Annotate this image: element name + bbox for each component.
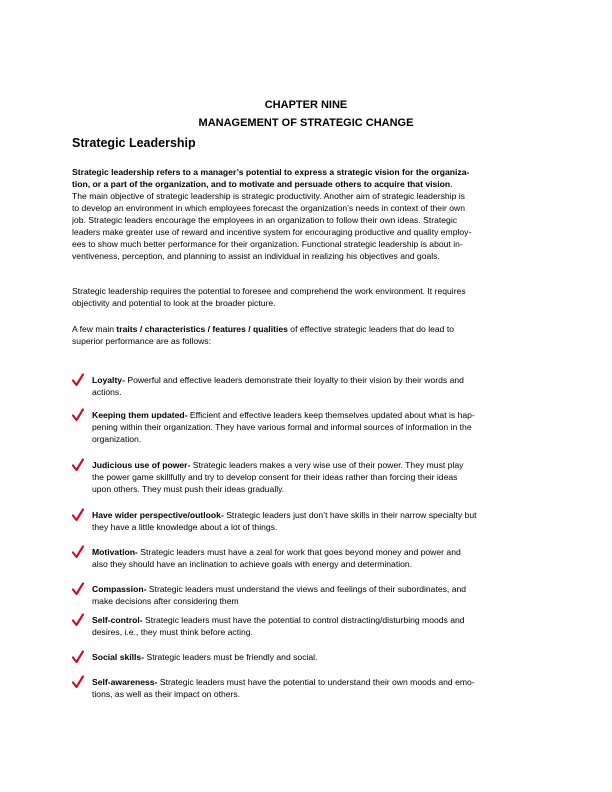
item-line: desires, i.e., they must think before acting.: [92, 627, 253, 637]
intro-bold-end: .: [450, 179, 453, 189]
para2-line: Strategic leadership requires the potential to foresee and comprehend the work environment. It requires: [72, 286, 466, 296]
item-term: Self-awareness-: [92, 677, 158, 687]
item-term: Loyalty-: [92, 375, 125, 385]
para3-pre: A few main: [72, 324, 117, 334]
intro-bold-line: Strategic leadership refers to a manager’s potential to express a strategic vision for the organiza-: [72, 167, 470, 177]
section-title: Strategic Leadership: [72, 136, 196, 150]
item-line: Strategic leaders makes a very wise use of their power. They must play: [190, 460, 464, 470]
checkmark-icon: [72, 508, 84, 522]
intro-bold-line: tion, or a part of the organization, and to motivate and persuade others to acquire that vision: [72, 179, 451, 189]
item-line: pening within their organization. They have various formal and informal sources of information in the: [92, 422, 472, 432]
item-line: Strategic leaders must have a zeal for work that goes beyond money and power and: [137, 547, 461, 557]
para3-post: of effective strategic leaders that do lead to: [287, 324, 454, 334]
intro-line: ventiveness, perception, and planning to assist an individual in realizing his objectives and goals.: [72, 251, 440, 261]
checkmark-icon: [72, 582, 84, 596]
item-term: Have wider perspective/outlook-: [92, 510, 224, 520]
chapter-subtitle: MANAGEMENT OF STRATEGIC CHANGE: [198, 117, 414, 129]
intro-line: The main objective of strategic leadership is strategic productivity. Another aim of strategic leadership is: [72, 191, 465, 201]
item-line: organization.: [92, 434, 142, 444]
item-line: upon others. They must push their ideas gradually.: [92, 484, 285, 494]
item-line: Strategic leaders must understand the views and feelings of their subordinates, and: [146, 584, 467, 594]
intro-line: job. Strategic leaders encourage the employees in an organization to follow their own ideas. Strategic: [72, 215, 458, 225]
intro-paragraph: [72, 166, 540, 262]
item-line: they have a little knowledge about a lot of things.: [92, 522, 278, 532]
intro-line: to develop an environment in which employees forecast the organization’s needs in context of their own: [72, 203, 466, 213]
item-line: Strategic leaders just don’t have skills in their narrow specialty but: [223, 510, 477, 520]
paragraph-2: [72, 285, 540, 309]
item-line: make decisions after considering them: [92, 596, 239, 606]
intro-line: ees to show much better performance for their organization. Functional strategic leadership is about in-: [72, 239, 463, 249]
item-term: Motivation-: [92, 547, 138, 557]
item-term: Compassion-: [92, 584, 147, 594]
item-term: Judicious use of power-: [92, 460, 191, 470]
para3-bold: traits / characteristics / features / qualities: [116, 324, 288, 334]
intro-line: leaders make greater use of reward and incentive system for encouraging productive and quality employ-: [72, 227, 472, 237]
item-line: actions.: [92, 387, 122, 397]
checkmark-icon: [72, 545, 84, 559]
item-line: also they should have an inclination to achieve goals with energy and determination.: [92, 559, 413, 569]
checkmark-icon: [72, 458, 84, 472]
checkmark-icon: [72, 408, 84, 422]
item-term: Self-control-: [92, 615, 143, 625]
paragraph-3: [72, 323, 540, 347]
item-line: tions, as well as their impact on others.: [92, 689, 241, 699]
item-line: Strategic leaders must be friendly and social.: [144, 652, 318, 662]
item-line: Strategic leaders must have the potential to understand their own moods and emo-: [157, 677, 475, 687]
checkmark-icon: [72, 613, 84, 627]
item-term: Social skills-: [92, 652, 145, 662]
para3-line2: superior performance are as follows:: [72, 336, 211, 346]
item-line: Strategic leaders must have the potential to control distracting/disturbing moods and: [142, 615, 465, 625]
para2-line: objectivity and potential to look at the broader picture.: [72, 298, 276, 308]
chapter-title: CHAPTER NINE: [264, 99, 348, 111]
checkmark-icon: [72, 650, 84, 664]
item-line: Efficient and effective leaders keep themselves updated about what is hap-: [187, 410, 475, 420]
checkmark-icon: [72, 675, 84, 689]
checkmark-icon: [72, 373, 84, 387]
item-line: Powerful and effective leaders demonstrate their loyalty to their vision by their words and: [124, 375, 464, 385]
item-line: the power game skillfully and try to develop consent for their ideas rather than forcing their ideas: [92, 472, 458, 482]
item-term: Keeping them updated-: [92, 410, 188, 420]
